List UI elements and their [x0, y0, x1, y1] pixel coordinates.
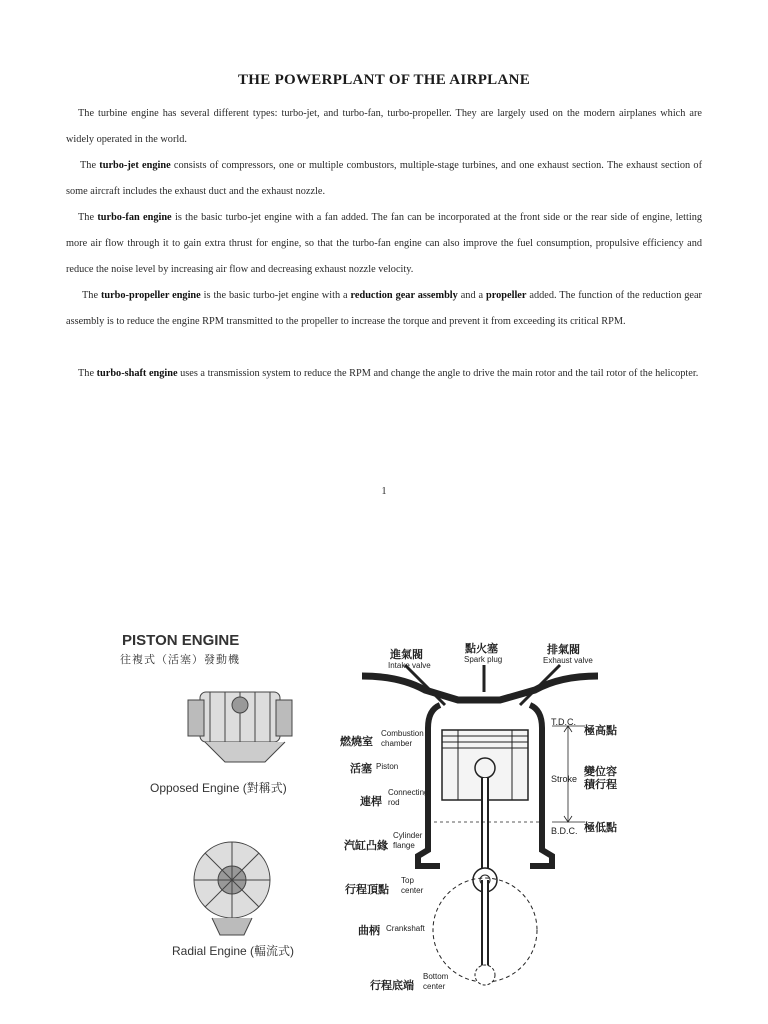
- label-exhaust-en: Exhaust valve: [543, 656, 593, 665]
- figure-subtitle: 往複式（活塞）發動機: [120, 654, 240, 666]
- cylinder-cross-section: [362, 665, 598, 985]
- label-tdc: T.D.C.: [551, 717, 577, 727]
- label-stroke: Stroke: [551, 774, 578, 784]
- label-tdc-cn: 極高點: [584, 725, 617, 737]
- label-stroke-cn: 變位容積行程: [584, 766, 617, 791]
- radial-engine-illustration: [194, 842, 270, 935]
- term-turbo-shaft: turbo-shaft engine: [96, 368, 178, 379]
- paragraph-text: consists of compressors, one or multiple combustors, multiple-stage turbines, and one exhaust section. The exhaust section of some aircraft includes the exhaust duct and the exhaust nozzle.: [66, 160, 702, 197]
- term-turbo-propeller: turbo-propeller engine: [100, 290, 201, 301]
- label-bdc: B.D.C.: [551, 826, 578, 836]
- paragraph-text: The: [78, 212, 98, 223]
- label-rod-en: Connecting rod: [388, 788, 429, 807]
- term-turbo-jet: turbo-jet engine: [99, 160, 171, 171]
- label-crank-en: Crankshaft: [386, 924, 425, 933]
- label-spark-cn: 點火塞: [465, 643, 498, 655]
- paragraph-text: and a: [457, 290, 487, 301]
- label-combustion-en: Combustion chamber: [381, 729, 424, 748]
- label-flange-cn: 汽缸凸緣: [344, 840, 388, 852]
- label-top-center-cn: 行程頂點: [345, 884, 389, 896]
- paragraph-text: uses a transmission system to reduce the RPM and change the angle to drive the main rotor and the tail rotor of the helicopter.: [177, 368, 699, 379]
- page-number: 1: [381, 486, 387, 497]
- opposed-engine-illustration: [188, 692, 292, 762]
- label-bottom-center-cn: 行程底端: [370, 980, 414, 992]
- figure-title: PISTON ENGINE: [122, 632, 240, 649]
- opposed-engine-caption: Opposed Engine (對稱式): [150, 781, 287, 795]
- paragraph-text: The: [78, 368, 97, 379]
- term-turbo-fan: turbo-fan engine: [97, 212, 172, 223]
- label-crank-cn: 曲柄: [358, 925, 380, 937]
- paragraph-text: The: [82, 290, 101, 301]
- label-intake-en: Intake valve: [388, 661, 431, 670]
- radial-engine-caption: Radial Engine (輻流式): [172, 944, 295, 958]
- label-flange-en: Cylinder flange: [393, 831, 423, 850]
- label-intake-cn: 進氣閥: [390, 649, 423, 661]
- label-exhaust-cn: 排氣閥: [547, 644, 580, 656]
- label-piston-cn: 活塞: [350, 763, 372, 775]
- label-bdc-cn: 極低點: [584, 822, 617, 834]
- term-reduction-gear: reduction gear assembly: [350, 290, 458, 301]
- label-rod-cn: 連桿: [360, 796, 382, 808]
- paragraph-text: is the basic turbo-jet engine with a: [200, 290, 351, 301]
- term-propeller: propeller: [486, 290, 527, 301]
- label-combustion-cn: 燃燒室: [340, 736, 373, 748]
- label-piston-en: Piston: [376, 762, 399, 771]
- label-bottom-center-en: Bottom center: [423, 972, 449, 991]
- label-spark-en: Spark plug: [464, 655, 503, 664]
- paragraph-text: is the basic turbo-jet engine with a fan added. The fan can be incorporated at the front side or the rear side of engine, letting more air flow through it to gain extra thrust for engine, so that the turbo-fan engine can also improve the fuel consumption, propulsive efficiency and reduce the noise level by increasing air flow and decreasing exhaust nozzle velocity.: [66, 212, 702, 275]
- paragraph-text: The: [80, 160, 100, 171]
- page-title: THE POWERPLANT OF THE AIRPLANE: [237, 72, 531, 88]
- paragraph-text: The turbine engine has several different types: turbo-jet, and turbo-fan, turbo-propeller. They are largely used on the modern airplanes which are widely operated in the world.: [66, 108, 702, 145]
- paragraph-text: added. The function of the reduction gear assembly is to reduce the engine RPM transmitted to the propeller to increase the torque and prevent it from exceeding its critical RPM.: [66, 290, 702, 327]
- label-top-center-en: Top center: [401, 876, 424, 895]
